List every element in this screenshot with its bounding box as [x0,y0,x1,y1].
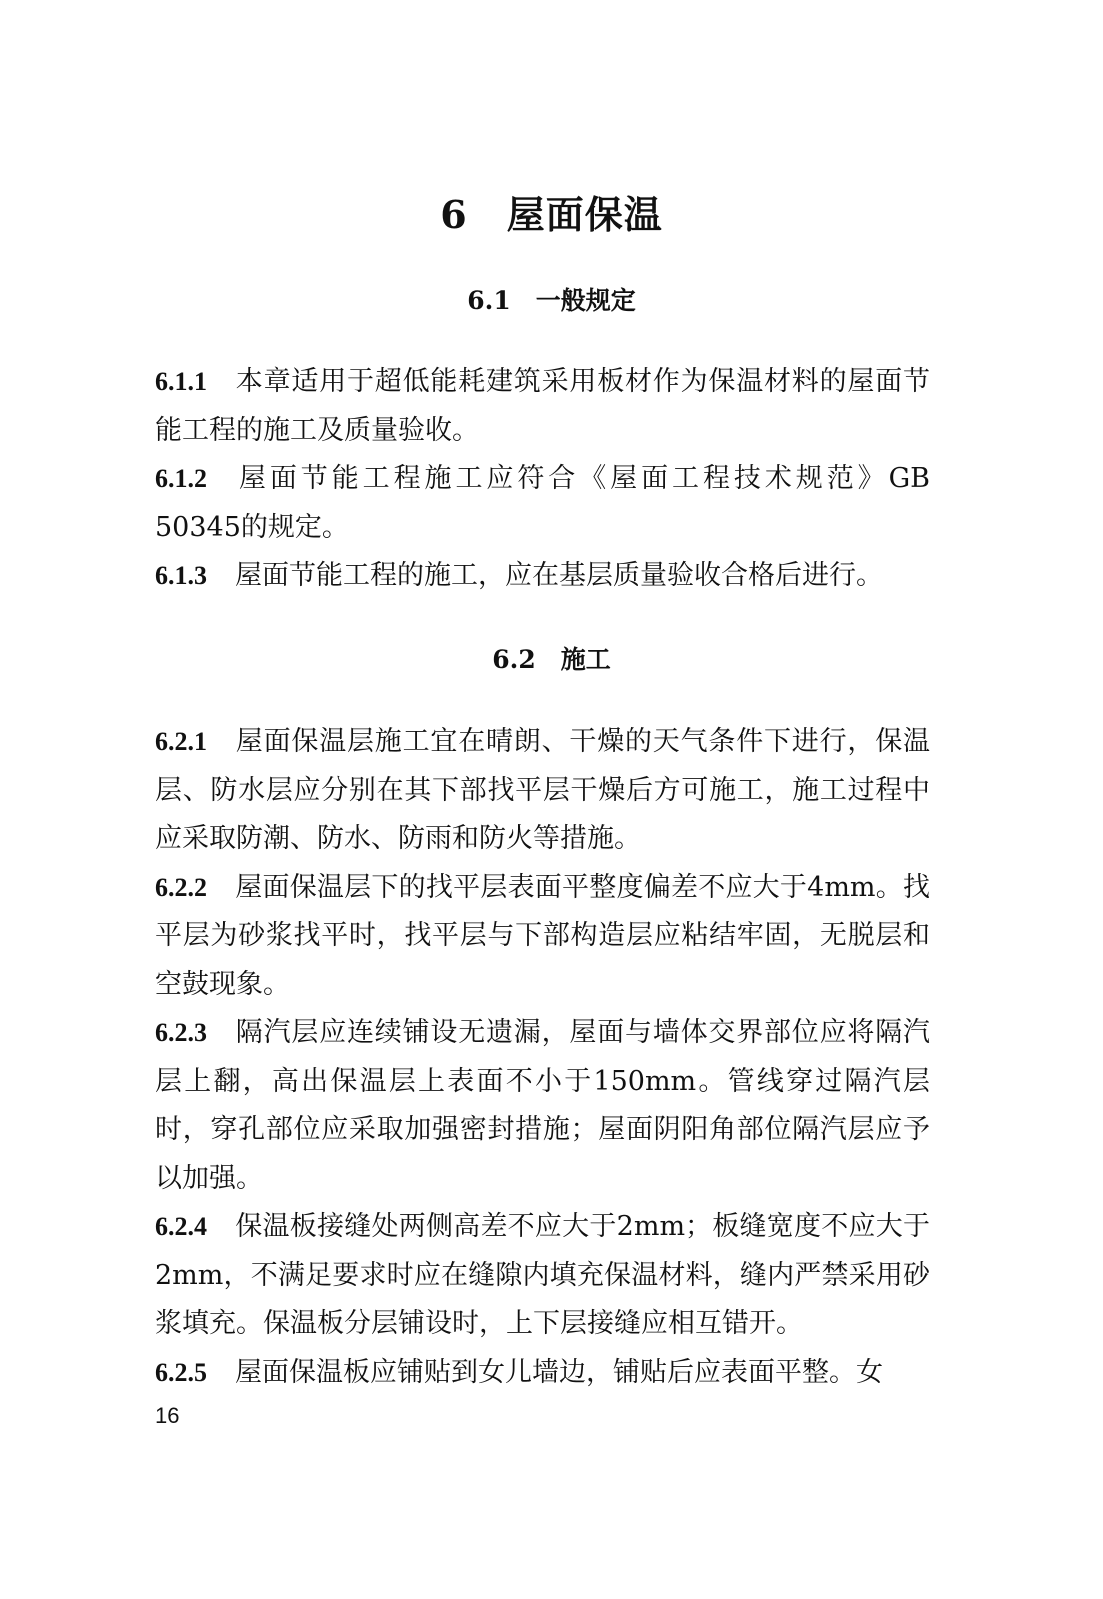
clause-number: 6.2.1 [155,727,207,756]
clause-6-2-2 [155,864,930,1010]
clause-number: 6.1.1 [155,367,207,396]
clause-text: 屋面保温层下的找平层表面平整度偏差不应大于4mm。找平层为砂浆找平时，找平层与下部构造层应粘结牢固，无脱层和空鼓现象。 [155,871,930,1000]
clause-number: 6.1.3 [155,561,207,590]
clause-number: 6.2.4 [155,1212,207,1241]
section-6-1-body [155,358,930,601]
section-title-6-2: 6.2 施工 [492,645,611,674]
page-number: 16 [155,1403,180,1428]
clause-6-2-1 [155,718,930,864]
clause-6-2-5 [155,1349,930,1398]
clause-number: 6.2.3 [155,1018,207,1047]
clause-6-2-4 [155,1203,930,1349]
clause-text: 屋面节能工程施工应符合《屋面工程技术规范》GB 50345的规定。 [155,463,930,543]
clause-text: 屋面保温板应铺贴到女儿墙边，铺贴后应表面平整。女 [235,1356,883,1388]
clause-number: 6.2.2 [155,872,207,902]
clause-text: 保温板接缝处两侧高差不应大于2mm；板缝宽度不应大于2mm，不满足要求时应在缝隙内填充保温材料，缝内严禁采用砂浆填充。保温板分层铺设时，上下层接缝应相互错开。 [155,1211,930,1339]
clause-number: 6.1.2 [155,464,207,493]
clause-text: 隔汽层应连续铺设无遗漏，屋面与墙体交界部位应将隔汽层上翻，高出保温层上表面不小于150mm。管线穿过隔汽层时，穿孔部位应采取加强密封措施；屋面阴阳角部位隔汽层应予以加强。 [155,1017,930,1194]
clause-text: 本章适用于超低能耗建筑采用板材作为保温材料的屋面节能工程的施工及质量验收。 [155,366,930,446]
clause-6-1-3 [155,552,930,601]
section-6-2-body [155,718,930,1397]
clause-text: 屋面保温层施工宜在晴朗、干燥的天气条件下进行，保温层、防水层应分别在其下部找平层干燥后方可施工，施工过程中应采取防潮、防水、防雨和防火等措施。 [155,726,930,854]
clause-6-1-2 [155,455,930,552]
chapter-title: 6 屋面保温 [440,192,663,237]
clause-6-2-3 [155,1009,930,1203]
section-title-6-1: 6.1 一般规定 [467,286,636,315]
clause-6-1-1 [155,358,930,455]
clause-number: 6.2.5 [155,1357,207,1387]
clause-text: 屋面节能工程的施工，应在基层质量验收合格后进行。 [235,560,883,591]
